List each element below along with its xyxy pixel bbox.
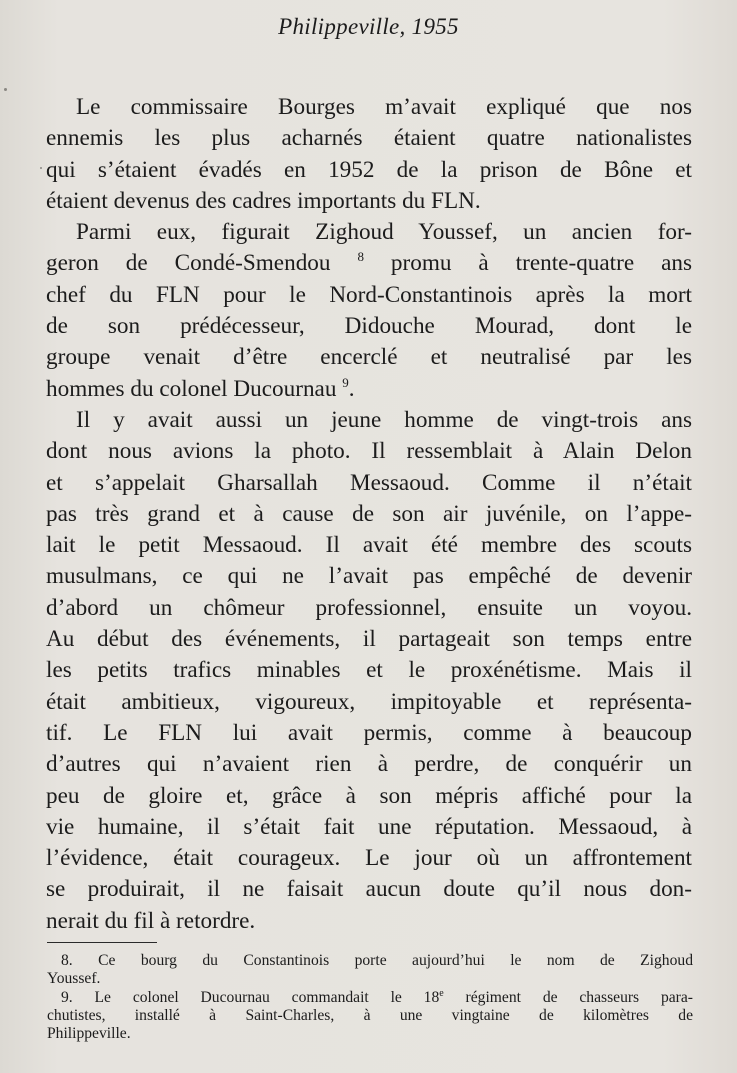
- text-line: pas très grand et à cause de son air juvénile, on l’appe-: [46, 500, 692, 527]
- footnote-9: [47, 989, 693, 1044]
- body-text: [46, 92, 692, 937]
- text-line: d’autres qui n’avaient rien à perdre, de conquérir un: [46, 751, 692, 778]
- text-segment: régiment de chasseurs para-: [443, 988, 693, 1006]
- footnotes: [47, 952, 693, 1043]
- footnote-ref-9[interactable]: 9: [342, 374, 349, 390]
- text-line: [46, 374, 692, 405]
- text-line: se produirait, il ne faisait aucun doute qu’il nous don-: [46, 876, 692, 903]
- text-line: dont nous avions la photo. Il ressemblait à Alain Delon: [46, 438, 692, 465]
- text-line: Le commissaire Bourges m’avait expliqué que nos: [76, 94, 692, 120]
- text-line: étaient devenus des cadres importants du FLN.: [46, 187, 481, 214]
- superscript: e: [439, 987, 444, 999]
- text-segment: hommes du colonel Ducournau: [46, 375, 337, 402]
- text-line: qui s’étaient évadés en 1952 de la prison de Bône et: [46, 156, 692, 183]
- footnote-line: Youssef.: [47, 970, 101, 988]
- text-line: était ambitieux, vigoureux, impitoyable et représenta-: [46, 688, 692, 715]
- footnote-separator: [47, 942, 157, 943]
- text-line: [46, 248, 692, 279]
- text-segment: 9. Le colonel Ducournau commandait le 18: [61, 988, 440, 1006]
- text-line: lait le petit Messaoud. Il avait été membre des scouts: [46, 532, 692, 559]
- paragraph-1: [46, 92, 692, 217]
- text-line: peu de gloire et, grâce à son mépris affiché pour la: [46, 782, 692, 809]
- text-line: Au début des événements, il partageait son temps entre: [46, 626, 692, 653]
- text-line: vie humaine, il s’était fait une réputation. Messaoud, à: [46, 813, 692, 840]
- text-line: groupe venait d’être encerclé et neutralisé par les: [46, 344, 692, 371]
- text-segment: promu à trente-quatre ans: [363, 250, 692, 277]
- text-line: chef du FLN pour le Nord-Constantinois après la mort: [46, 281, 692, 308]
- running-head: Philippeville, 1955: [278, 14, 459, 39]
- text-line: tif. Le FLN lui avait permis, comme à beaucoup: [46, 719, 692, 746]
- footnote-line: chutistes, installé à Saint-Charles, à une vingtaine de kilomètres de: [47, 1006, 693, 1024]
- text-segment: geron de Condé-Smendou: [46, 250, 331, 277]
- paragraph-3: [46, 405, 692, 937]
- text-line: ennemis les plus acharnés étaient quatre nationalistes: [46, 125, 692, 152]
- paper-speck: [40, 167, 42, 169]
- footnote-line: [47, 989, 693, 1007]
- footnote-line: Philippeville.: [47, 1025, 131, 1043]
- text-line: Il y avait aussi un jeune homme de vingt-trois ans: [76, 406, 692, 433]
- text-line: d’abord un chômeur professionnel, ensuite un voyou.: [46, 594, 692, 621]
- text-line: les petits trafics minables et le proxénétisme. Mais il: [46, 657, 692, 684]
- text-line: Parmi eux, figurait Zighoud Youssef, un ancien for-: [76, 219, 692, 246]
- text-line: l’évidence, était courageux. Le jour où un affrontement: [46, 845, 692, 872]
- text-segment: .: [348, 375, 355, 402]
- paper-speck: [4, 88, 7, 91]
- footnote-8: [47, 952, 693, 989]
- paragraph-2: [46, 217, 692, 405]
- footnote-ref-8[interactable]: 8: [357, 249, 364, 265]
- text-line: nerait du fil à retordre.: [46, 907, 256, 934]
- footnote-line: 8. Ce bourg du Constantinois porte aujourd’hui le nom de Zighoud: [61, 952, 693, 969]
- text-line: de son prédécesseur, Didouche Mourad, dont le: [46, 313, 692, 340]
- text-line: et s’appelait Gharsallah Messaoud. Comme il n’était: [46, 469, 692, 496]
- text-line: musulmans, ce qui ne l’avait pas empêché de devenir: [46, 563, 692, 590]
